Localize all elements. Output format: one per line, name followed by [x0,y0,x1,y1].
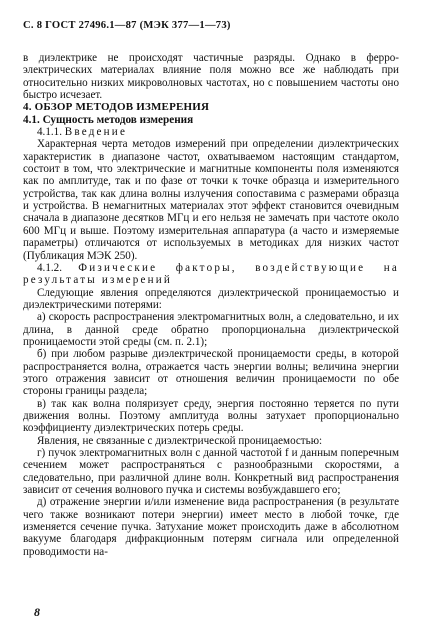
clause-4-1-2-heading [23,262,399,287]
list-item: а) скорость распространения электромагнитных волн, а следовательно, и их длина, в данной среде обратно пропорциональна диэлектрической проницаемости этой среды (см. п. 2.1); [23,311,399,348]
section-title: 4. ОБЗОР МЕТОДОВ ИЗМЕРЕНИЯ [23,101,210,114]
clause-heading: Введение [64,126,128,139]
subsection-title: 4.1. Сущность методов измерения [23,113,194,126]
list-item: г) пучок электромагнитных волн с данной частотой f и данным поперечным сечением может распространяться с разнообразными скоростями, а следовательно, при различной длине волн. Конкретный вид распространения зависит от сечения волнового пучка и системы возбуждавшего его; [23,447,399,497]
clause-4-1-2-lead: Следующие явления определяются диэлектрической проницаемостью и диэлектрическими потерями: [23,286,399,311]
clause-4-1-2-lead-2: Явления, не связанные с диэлектрической проницаемостью: [37,434,323,447]
intro-paragraph: в диэлектрике не происходят частичные разряды. Однако в ферро-электрических материалах влияние поля можно все же наблюдать при относительно низких микроволновых частотах, но с повышением частоты оно быстро исчезает. [23,52,399,102]
list-item: б) при любом разрыве диэлектрической проницаемости среды, в которой распространяется волна, отражается часть энергии волны; величина энергии этого отражения зависит от отношения величин проницаемости по обе стороны границы раздела; [23,348,399,398]
clause-number: 4.1.1. [37,126,62,139]
page-number: 8 [34,605,40,619]
list-item: д) отражение энергии и/или изменение вида распространения (в результате чего также возникают потери энергии) имеет место в любой точке, где изменяется сечение пучка. Затухание может происходить даже в абсолютном вакууме благодаря дифракционным потерям сигнала или определенной проводимости на- [23,496,399,558]
clause-heading: Физические факторы, воздействующие на результаты измерений [23,261,399,287]
clause-number: 4.1.2. [37,261,62,274]
clause-4-1-1-heading [23,126,399,138]
document-body [23,52,399,558]
clause-4-1-1-text: Характерная черта методов измерений при определении диэлектрических характеристик в диапазоне частот, охватываемом настоящим стандартом, состоит в том, что электрические и магнитные компоненты поля изменяются как по амплитуде, так и по фазе от точки к точке образца и измерительного устройства, так как длина волны излучения сопоставима с размерами образца и устройства. В немагнитных материалах этот эффект становится очевидным сначала в диапазоне десятков МГц и его нельзя не замечать при частоте около 600 МГц и выше. Поэтому измерительная аппаратура (а часто и измеряемые параметры) отличаются от используемых в методиках для низких частот (Публикация МЭК 250). [23,138,399,262]
list-item: в) так как волна поляризует среду, энергия постоянно теряется по пути движения волны. Поэтому амплитуда волны затухает пропорционально коэффициенту диэлектрических потерь среды. [23,397,399,435]
page-header: С. 8 ГОСТ 27496.1—87 (МЭК 377—1—73) [23,20,231,31]
